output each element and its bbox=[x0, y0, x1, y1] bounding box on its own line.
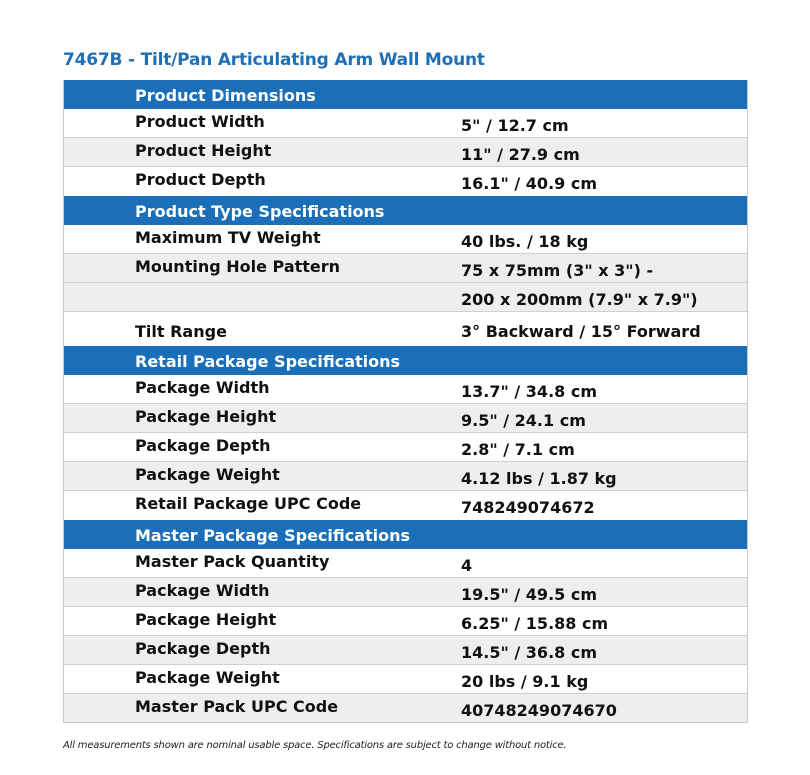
row-label: Package Width bbox=[135, 378, 270, 397]
row-label: Tilt Range bbox=[135, 322, 227, 341]
table-row bbox=[64, 375, 747, 404]
table-row bbox=[64, 491, 747, 520]
row-value: 4 bbox=[461, 556, 473, 575]
row-label: Product Width bbox=[135, 112, 265, 131]
row-label: Package Width bbox=[135, 581, 270, 600]
table-row bbox=[64, 665, 747, 694]
table-row bbox=[64, 607, 747, 636]
row-value: 40748249074670 bbox=[461, 701, 617, 720]
row-value: 200 x 200mm (7.9" x 7.9") bbox=[461, 290, 698, 309]
table-row bbox=[64, 138, 747, 167]
row-value: 19.5" / 49.5 cm bbox=[461, 585, 597, 604]
row-label: Mounting Hole Pattern bbox=[135, 257, 341, 276]
table-row bbox=[64, 254, 747, 283]
row-value: 14.5" / 36.8 cm bbox=[461, 643, 597, 662]
section-header-product-type: Product Type Specifications bbox=[64, 196, 747, 225]
row-value: 9.5" / 24.1 cm bbox=[461, 411, 586, 430]
table-row bbox=[64, 549, 747, 578]
row-value: 748249074672 bbox=[461, 498, 595, 517]
row-label: Package Height bbox=[135, 407, 277, 426]
row-value: 40 lbs. / 18 kg bbox=[461, 232, 589, 251]
row-label: Maximum TV Weight bbox=[135, 228, 321, 247]
section-header-product-dimensions: Product Dimensions bbox=[64, 80, 747, 109]
table-row bbox=[64, 578, 747, 607]
row-value: 5" / 12.7 cm bbox=[461, 116, 569, 135]
row-label: Package Depth bbox=[135, 436, 271, 455]
row-value: 13.7" / 34.8 cm bbox=[461, 382, 597, 401]
table-row bbox=[64, 462, 747, 491]
section-header-retail-package: Retail Package Specifications bbox=[64, 346, 747, 375]
table-row bbox=[64, 312, 747, 346]
row-value: 3° Backward / 15° Forward bbox=[461, 322, 701, 341]
row-value: 2.8" / 7.1 cm bbox=[461, 440, 575, 459]
row-value: 16.1" / 40.9 cm bbox=[461, 174, 597, 193]
row-value: 11" / 27.9 cm bbox=[461, 145, 580, 164]
table-row bbox=[64, 636, 747, 665]
row-value: 6.25" / 15.88 cm bbox=[461, 614, 609, 633]
table-row bbox=[64, 225, 747, 254]
row-label: Product Depth bbox=[135, 170, 266, 189]
row-label: Package Depth bbox=[135, 639, 271, 658]
table-row bbox=[64, 404, 747, 433]
row-value: 75 x 75mm (3" x 3") - bbox=[461, 261, 654, 280]
footnote: All measurements shown are nominal usable space. Specifications are subject to change without notice. bbox=[63, 740, 567, 751]
table-row bbox=[64, 167, 747, 196]
table-row bbox=[64, 109, 747, 138]
row-value: 20 lbs / 9.1 kg bbox=[461, 672, 589, 691]
spec-table bbox=[63, 80, 748, 723]
page-title: 7467B - Tilt/Pan Articulating Arm Wall Mount bbox=[63, 50, 485, 70]
row-label: Package Weight bbox=[135, 465, 280, 484]
row-label: Package Weight bbox=[135, 668, 280, 687]
row-label: Retail Package UPC Code bbox=[135, 494, 362, 513]
row-label: Master Pack Quantity bbox=[135, 552, 330, 571]
row-label: Package Height bbox=[135, 610, 277, 629]
row-label: Product Height bbox=[135, 141, 272, 160]
table-row bbox=[64, 433, 747, 462]
table-row bbox=[64, 694, 747, 722]
section-header-master-package: Master Package Specifications bbox=[64, 520, 747, 549]
table-row bbox=[64, 283, 747, 312]
row-label: Master Pack UPC Code bbox=[135, 697, 339, 716]
row-value: 4.12 lbs / 1.87 kg bbox=[461, 469, 617, 488]
